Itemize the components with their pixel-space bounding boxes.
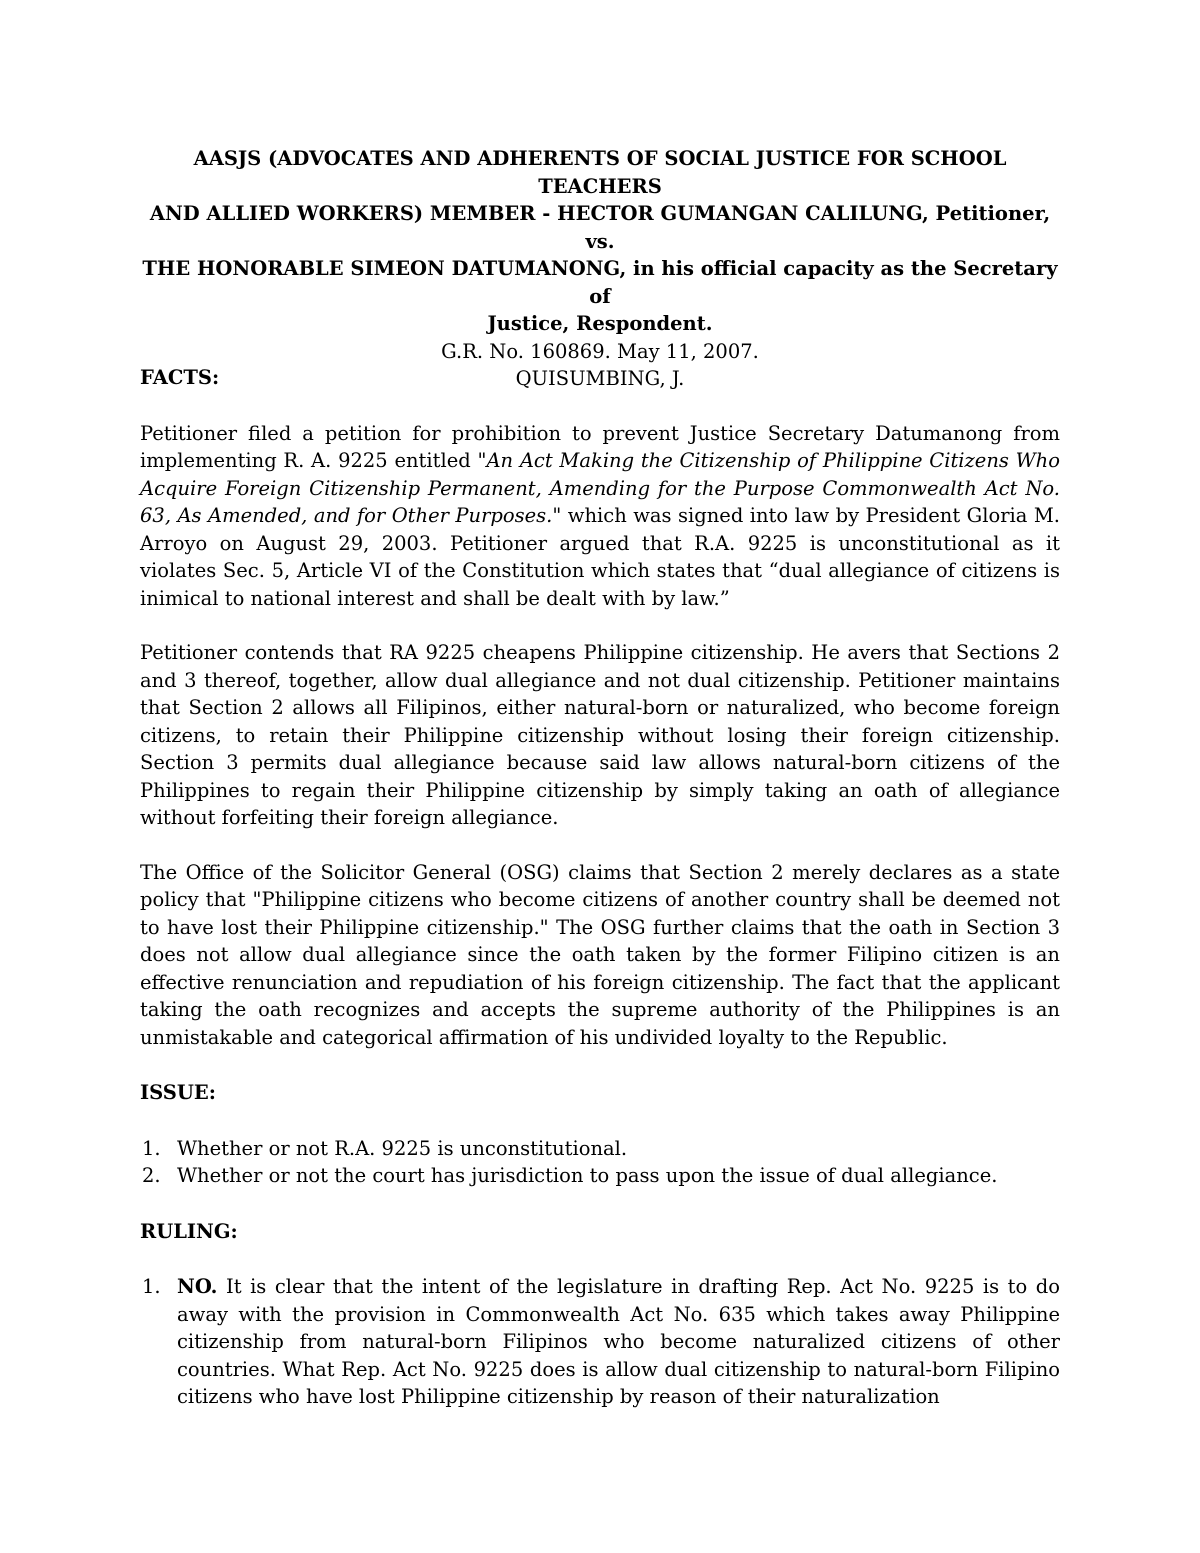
list-text: It is clear that the intent of the legislature in drafting Rep. Act No. 9225 is to do away with the provision in Commonwealth Act No. 635 which takes away Philippine citizenship from natural-born Filipinos who become naturalized citizens of other countries. What Rep. Act No. 9225 does is allow dual citizenship to natural-born Filipino citizens who have lost Philippine citizenship by reason of their naturalization	[177, 1275, 1060, 1408]
ponente: QUISUMBING, J.	[515, 367, 685, 390]
list-number: 1.	[142, 1136, 161, 1160]
case-title-line: AASJS (ADVOCATES AND ADHERENTS OF SOCIAL JUSTICE FOR SCHOOL TEACHERS	[193, 147, 1007, 198]
list-item	[140, 1135, 1060, 1163]
list-text: Whether or not the court has jurisdiction to pass upon the issue of dual allegiance.	[177, 1164, 998, 1187]
facts-heading: FACTS:	[140, 366, 220, 389]
facts-paragraph-2: Petitioner contends that RA 9225 cheapens Philippine citizenship. He avers that Sections 2 and 3 thereof, together, allow dual allegiance and not dual citizenship. Petitioner maintains that Section 2 allows all Filipinos, either natural-born or naturalized, who become foreign citizens, to retain their Philippine citizenship without losing their foreign citizenship. Section 3 permits dual allegiance because said law allows natural-born citizens of the Philippines to regain their Philippine citizenship by simply taking an oath of allegiance without forfeiting their foreign allegiance.	[140, 641, 1060, 829]
case-number: G.R. No. 160869. May 11, 2007.	[441, 339, 759, 363]
list-text: Whether or not R.A. 9225 is unconstitutional.	[177, 1136, 628, 1160]
facts-p1-text: Petitioner filed a petition for prohibition to prevent Justice Secretary Datumanong from implementing R. A. 9225 entitled "	[140, 421, 1060, 472]
document-body	[140, 364, 1060, 1411]
case-title-line: AND ALLIED WORKERS) MEMBER - HECTOR GUMANGAN CALILUNG, Petitioner, vs.	[149, 202, 1051, 253]
ruling-heading: RULING:	[140, 1219, 238, 1243]
list-number: 2.	[142, 1164, 161, 1187]
case-title-block	[140, 145, 1060, 393]
facts-paragraph-1	[140, 420, 1060, 613]
issue-list	[140, 1135, 1060, 1190]
act-title: An Act Making the Citizenship of Philippine Citizens Who Acquire Foreign Citizenship Permanent, Amending for the Purpose Commonwealth Act No. 63, As Amended, and for Other Purposes.	[140, 449, 1060, 527]
list-item	[140, 1162, 1060, 1190]
issue-heading: ISSUE:	[140, 1081, 216, 1104]
case-title-line: THE HONORABLE SIMEON DATUMANONG, in his official capacity as the Secretary of	[142, 257, 1058, 308]
facts-p1-text: " which was signed into law by President Gloria M. Arroyo on August 29, 2003. Petitioner argued that R.A. 9225 is unconstitutional as it violates Sec. 5, Article VI of the Constitution which states that “dual allegiance of citizens is inimical to national interest and shall be dealt with by law.”	[140, 504, 1060, 610]
ruling-lead: NO.	[177, 1275, 218, 1298]
list-item	[140, 1273, 1060, 1411]
ruling-list	[140, 1273, 1060, 1411]
list-number: 1.	[142, 1275, 161, 1298]
facts-paragraph-3: The Office of the Solicitor General (OSG) claims that Section 2 merely declares as a state policy that "Philippine citizens who become citizens of another country shall be deemed not to have lost their Philippine citizenship." The OSG further claims that the oath in Section 3 does not allow dual allegiance since the oath taken by the former Filipino citizen is an effective renunciation and repudiation of his foreign citizenship. The fact that the applicant taking the oath recognizes and accepts the supreme authority of the Philippines is an unmistakable and categorical affirmation of his undivided loyalty to the Republic.	[140, 860, 1060, 1049]
case-title-line: Justice, Respondent.	[487, 312, 713, 335]
